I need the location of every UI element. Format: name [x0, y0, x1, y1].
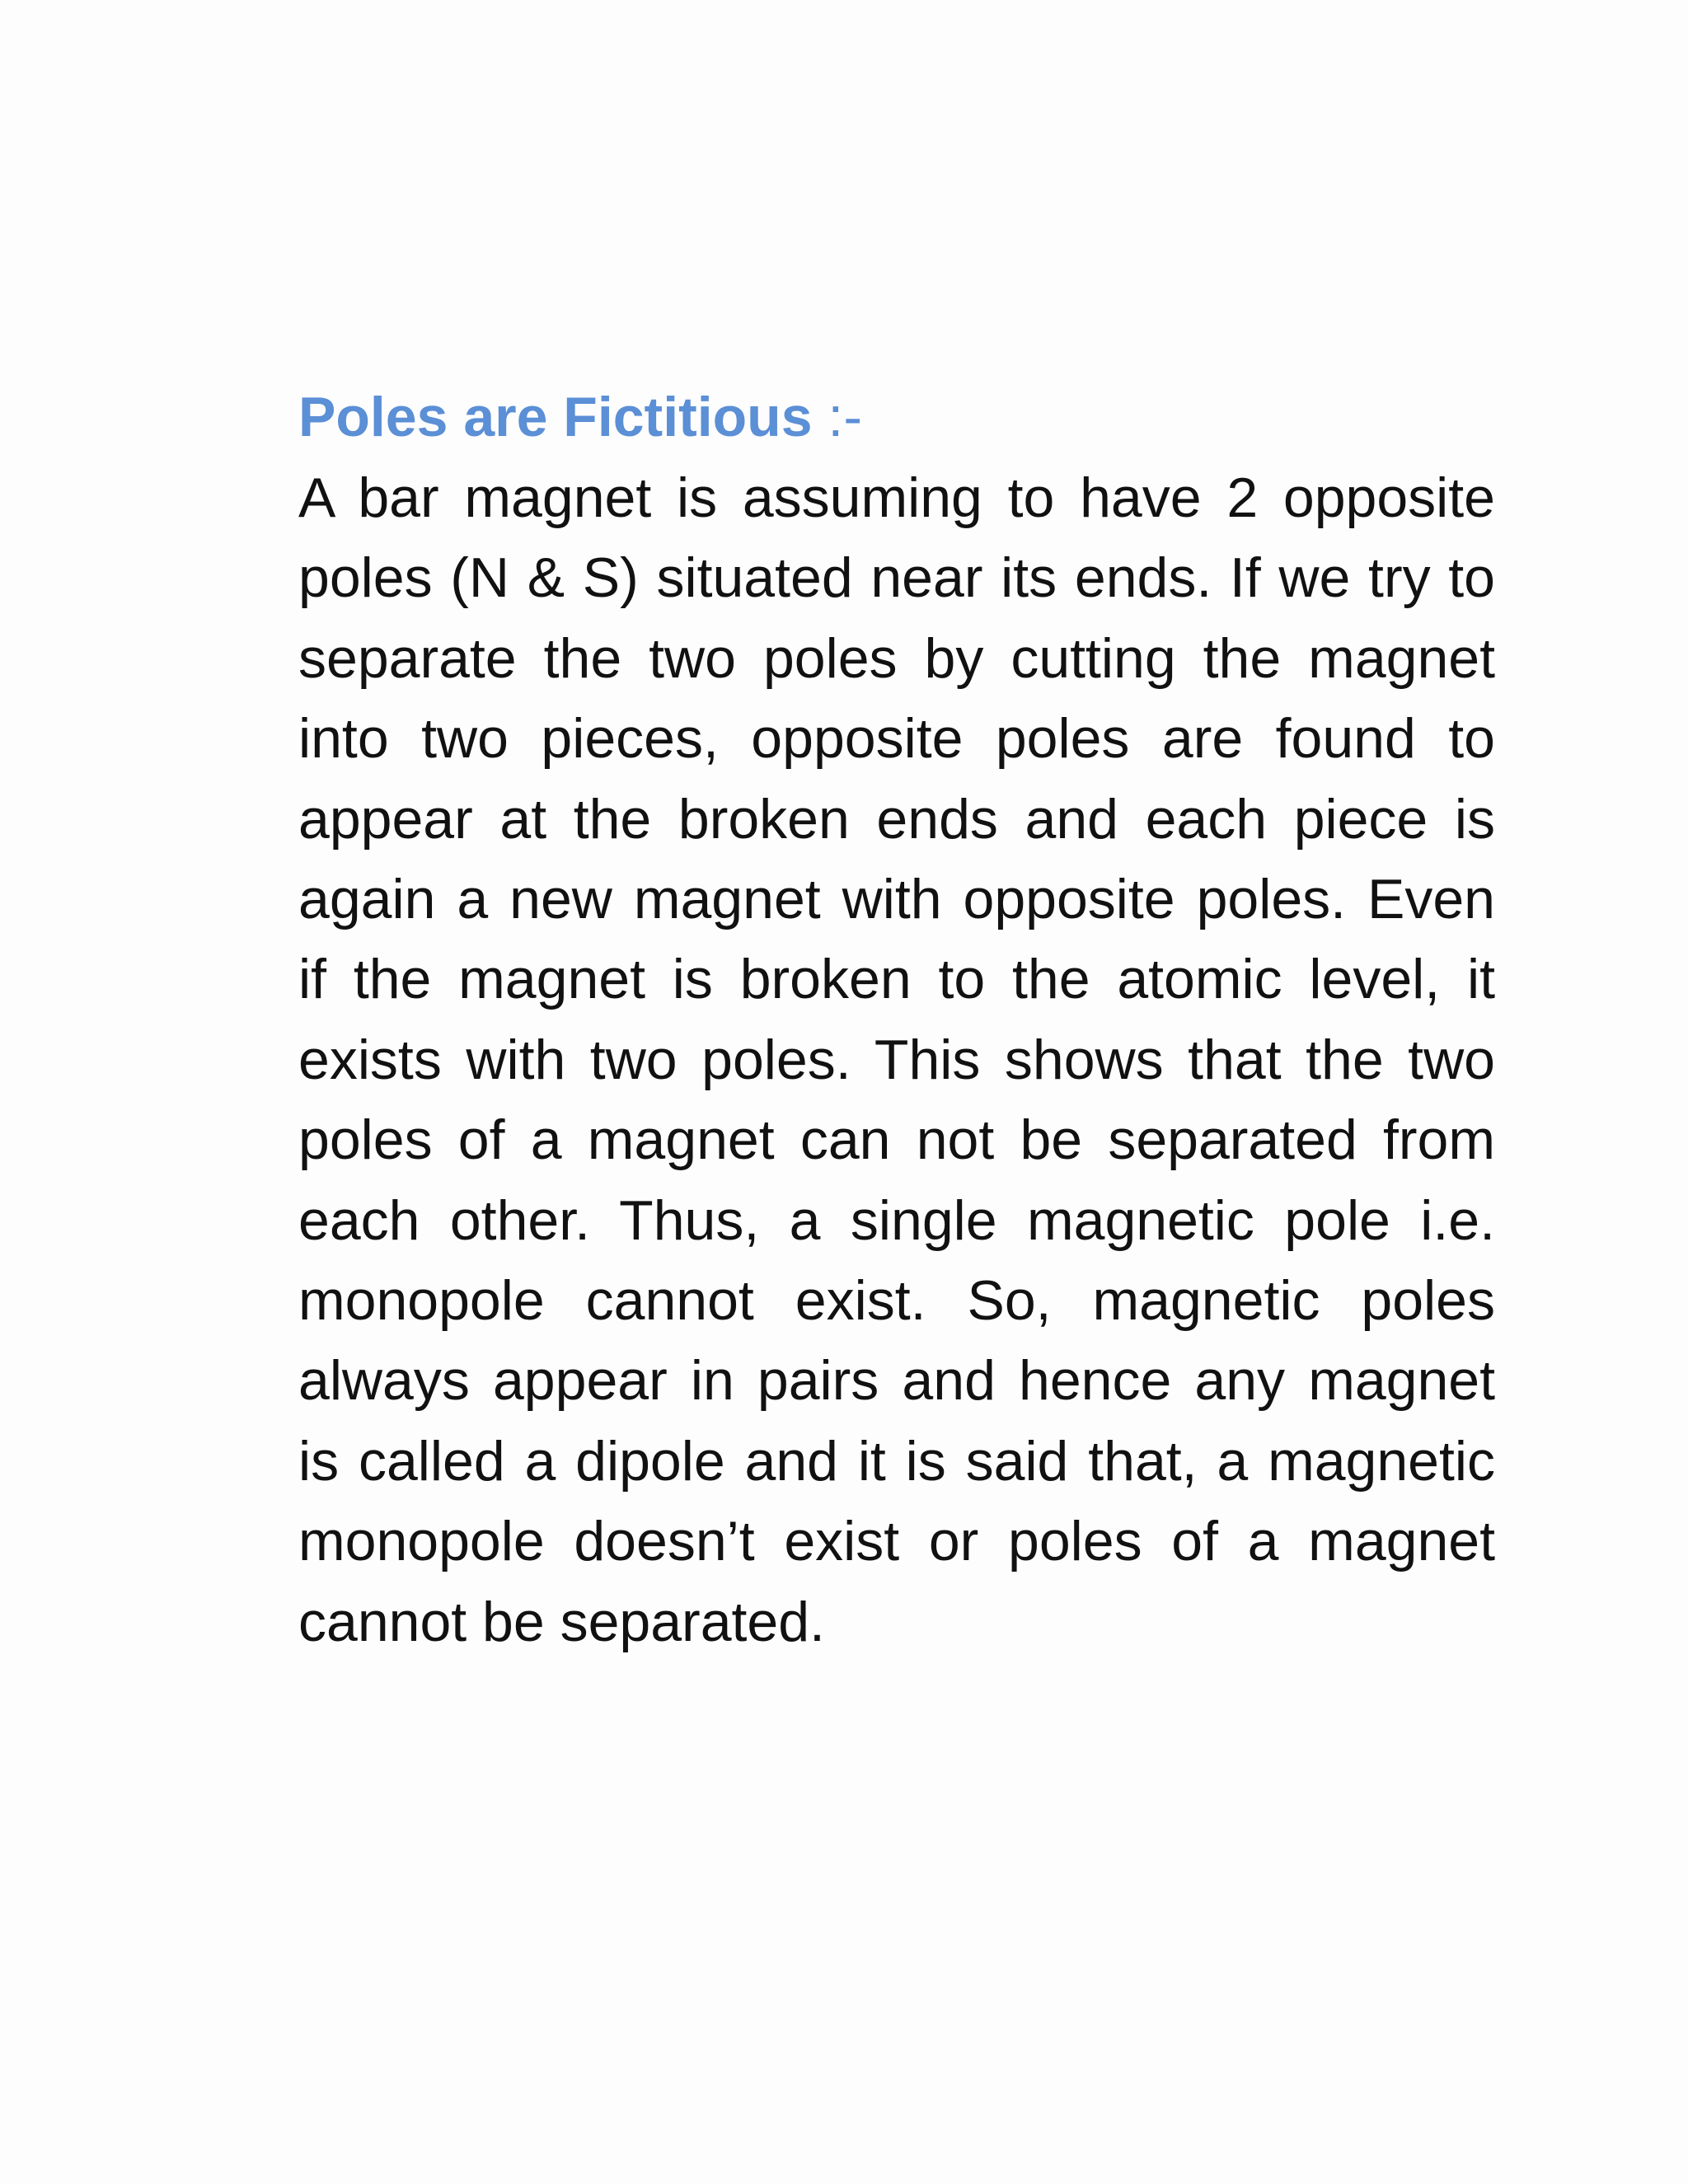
heading-suffix: :- — [812, 386, 862, 448]
document-content — [298, 379, 1495, 1662]
section-heading — [298, 379, 1495, 455]
body-paragraph: A bar magnet is assuming to have 2 opposite poles (N & S) situated near its ends. If we try to separate the two poles by cutting the magnet into two pieces, opposite poles are found to appear at the broken ends and each piece is again a new magnet with opposite poles. Even if the magnet is broken to the atomic level, it exists with two poles. This shows that the two poles of a magnet can not be separated from each other. Thus, a single magnetic pole i.e. monopole cannot exist. So, magnetic poles always appear in pairs and hence any magnet is called a dipole and it is said that, a magnetic monopole doesn’t exist or poles of a magnet cannot be separated. — [298, 466, 1495, 1653]
heading-title: Poles are Fictitious — [298, 386, 813, 448]
